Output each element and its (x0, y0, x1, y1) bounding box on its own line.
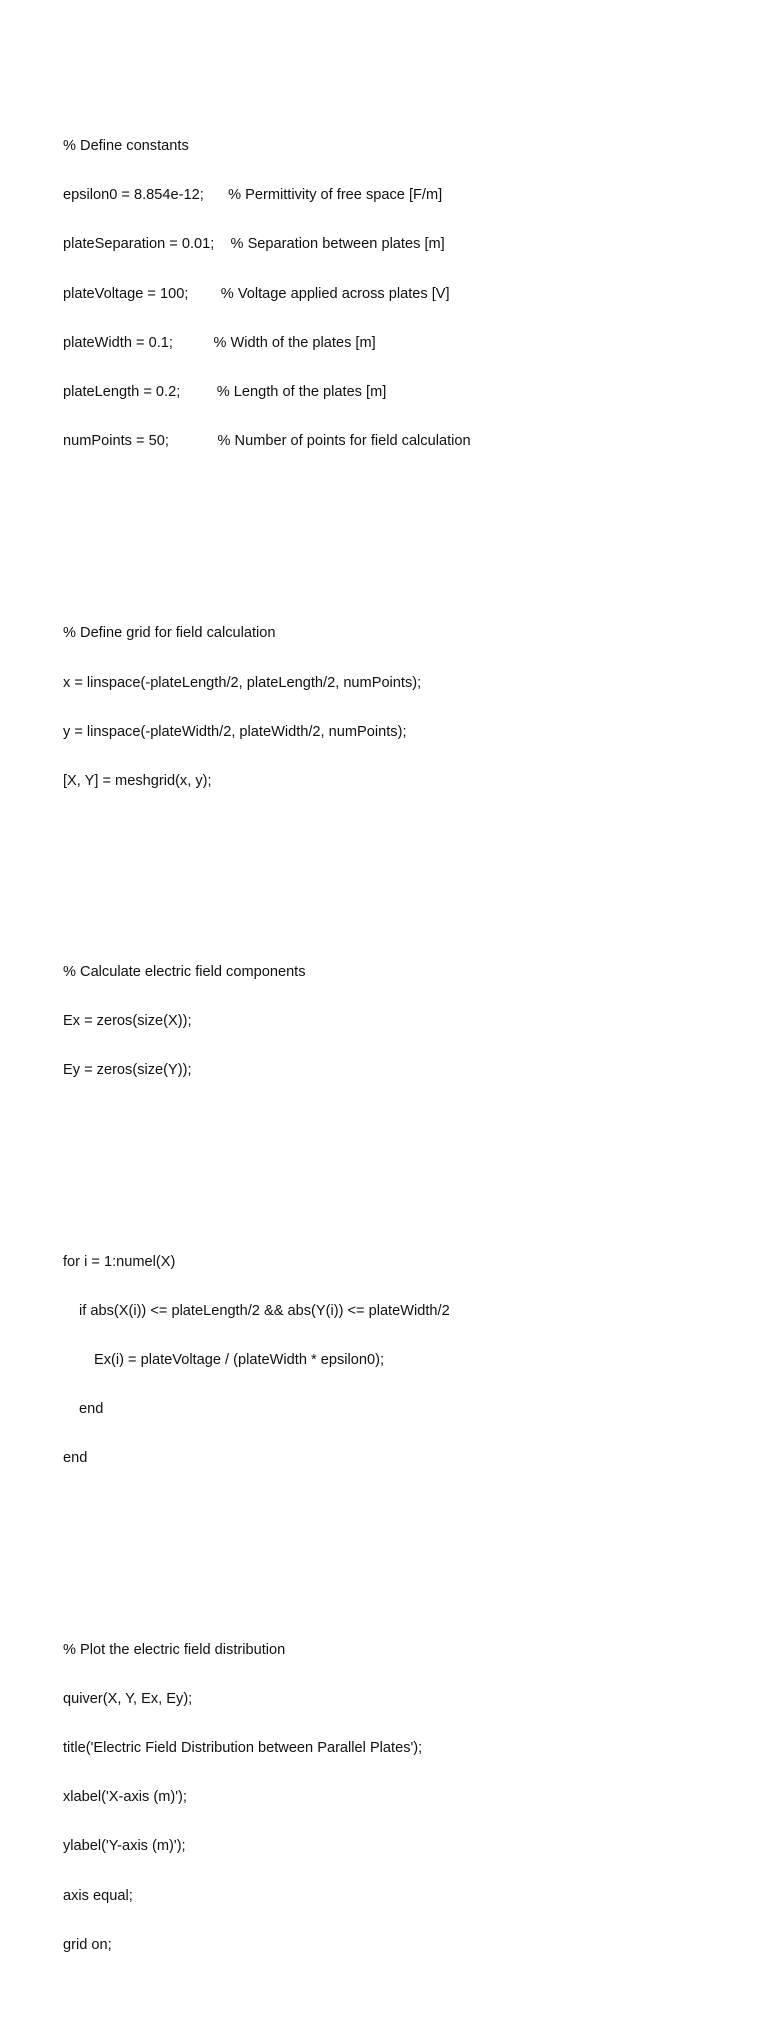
constants-section (63, 106, 743, 482)
code-comment: % Define constants (63, 138, 189, 154)
loop-section (63, 1222, 743, 1500)
code-line: if abs(X(i)) <= plateLength/2 && abs(Y(i)) <= plateWidth/2 (79, 1302, 450, 1319)
code-line: end (63, 1450, 88, 1467)
code-comment: % Calculate electric field components (63, 964, 306, 981)
field-components-section (63, 932, 743, 1112)
code-comment: % Define grid for field calculation (63, 625, 276, 642)
code-line: epsilon0 = 8.854e-12; % Permittivity of free space [F/m] (63, 187, 443, 204)
code-line: for i = 1:numel(X) (63, 1253, 176, 1270)
code-line: y = linspace(-plateWidth/2, plateWidth/2, numPoints); (63, 723, 407, 740)
blank-line (63, 870, 743, 884)
blank-line (63, 1160, 743, 1174)
code-line: plateVoltage = 100; % Voltage applied across plates [V] (63, 285, 450, 302)
code-line: plateWidth = 0.1; % Width of the plates [m] (63, 334, 376, 351)
code-line: axis equal; (63, 1887, 133, 1904)
code-line: Ex(i) = plateVoltage / (plateWidth * epsilon0); (94, 1352, 385, 1368)
code-line: [X, Y] = meshgrid(x, y); (63, 772, 212, 789)
code-line: x = linspace(-plateLength/2, plateLength/2, numPoints); (63, 674, 422, 691)
blank-line (63, 1548, 743, 1562)
code-line: end (79, 1401, 104, 1418)
code-line: quiver(X, Y, Ex, Ey); (63, 1690, 193, 1707)
code-line: Ey = zeros(size(Y)); (63, 1062, 192, 1079)
code-line: xlabel('X-axis (m)'); (63, 1789, 187, 1806)
plot-section (63, 1610, 743, 1986)
code-comment: % Plot the electric field distribution (63, 1641, 286, 1658)
code-line: numPoints = 50; % Number of points for field calculation (63, 433, 471, 450)
grid-section (63, 593, 743, 822)
blank-line (63, 530, 743, 545)
code-line: plateLength = 0.2; % Length of the plates [m] (63, 383, 387, 400)
code-line: title('Electric Field Distribution between Parallel Plates'); (63, 1739, 423, 1756)
code-line: plateSeparation = 0.01; % Separation between plates [m] (63, 236, 445, 253)
code-line: Ex = zeros(size(X)); (63, 1013, 192, 1030)
code-line: grid on; (63, 1936, 112, 1953)
code-line: ylabel('Y-axis (m)'); (63, 1838, 186, 1855)
code-listing (63, 58, 743, 2034)
